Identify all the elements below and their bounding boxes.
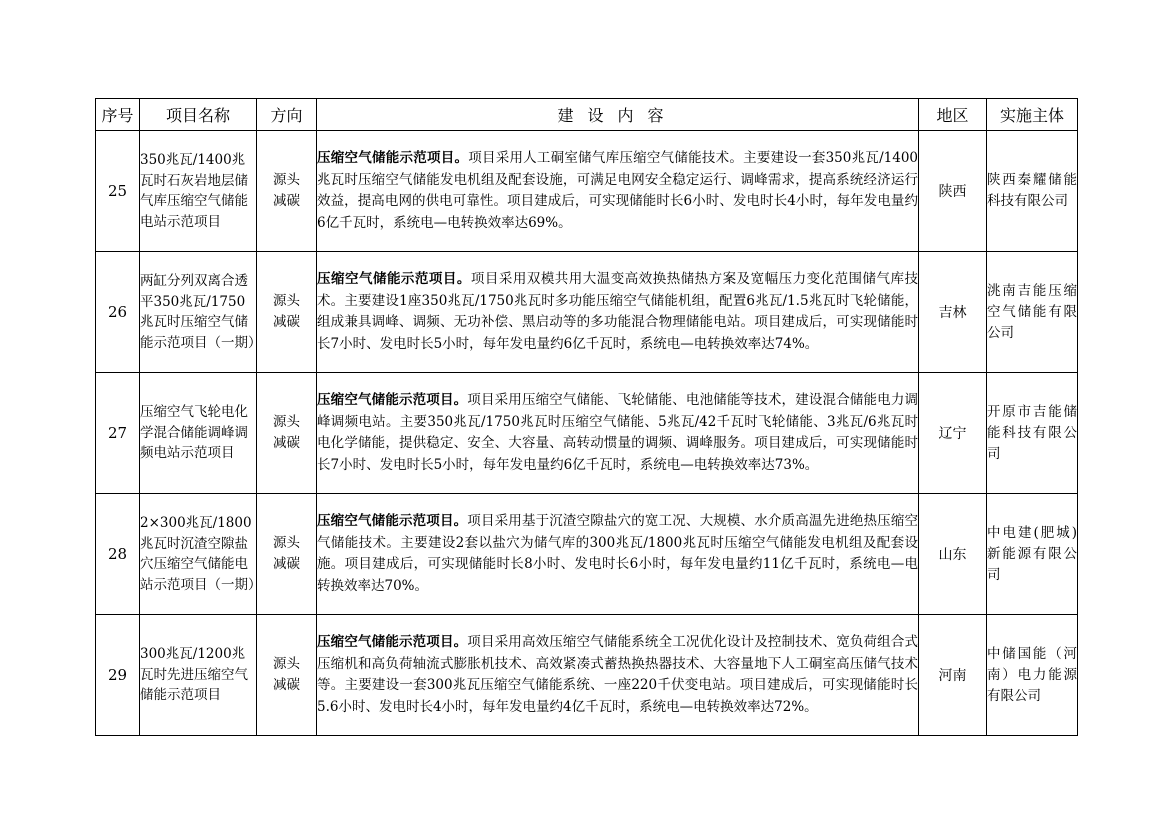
row-content-body: 项目采用人工硐室储气库压缩空气储能技术。主要建设一套350兆瓦/1400兆瓦时压缩空气储能发电机组及配套设施，可满足电网安全稳定运行、调峰需求，提高系统经济运行效益，提高电网的供电可靠性。项目建成后，可实现储能时长6小时、发电时长4小时，每年发电量约6亿千瓦时，系统电—电转换效率达69%。 xyxy=(317,150,918,231)
row-seq: 29 xyxy=(96,615,140,736)
row-content-lead: 压缩空气储能示范项目。 xyxy=(317,150,469,166)
row-region: 山东 xyxy=(919,494,987,615)
table-row xyxy=(96,252,1078,373)
row-direction xyxy=(257,373,317,494)
row-content-body: 项目采用高效压缩空气储能系统全工况优化设计及控制技术、宽负荷组合式压缩机和高负荷轴流式膨胀机技术、高效紧凑式蓄热换热器技术、大容量地下人工硐室高压储气技术等。主要建设一套300兆瓦压缩空气储能系统、一座220千伏变电站。项目建成后，可实现储能时长5.6小时、发电时长4小时，每年发电量约4亿千瓦时，系统电—电转换效率达72%。 xyxy=(317,634,919,715)
row-content-lead: 压缩空气储能示范项目。 xyxy=(317,634,468,650)
row-content xyxy=(317,494,919,615)
row-entity: 洮南吉能压缩空气储能有限公司 xyxy=(987,252,1078,373)
header-seq: 序号 xyxy=(96,99,140,131)
row-project-name: 350兆瓦/1400兆瓦时石灰岩地层储气库压缩空气储能电站示范项目 xyxy=(140,131,257,252)
header-name: 项目名称 xyxy=(140,99,257,131)
row-direction xyxy=(257,252,317,373)
table-row xyxy=(96,615,1078,736)
row-project-name: 2×300兆瓦/1800兆瓦时沉渣空隙盐穴压缩空气储能电站示范项目（一期） xyxy=(140,494,257,615)
row-region: 河南 xyxy=(919,615,987,736)
header-region: 地区 xyxy=(919,99,987,131)
row-content-body: 项目采用双模共用大温变高效换热储热方案及宽幅压力变化范围储气库技术。主要建设1座350兆瓦/1750兆瓦时多功能压缩空气储能机组，配置6兆瓦/1.5兆瓦时飞轮储能，组成兼具调峰、调频、无功补偿、黑启动等的多功能混合物理储能电站。项目建成后，可实现储能时长7小时、发电时长5小时，每年发电量约6亿千瓦时，系统电—电转换效率达74%。 xyxy=(317,271,919,352)
row-seq: 26 xyxy=(96,252,140,373)
row-region: 辽宁 xyxy=(919,373,987,494)
row-direction xyxy=(257,131,317,252)
table-row xyxy=(96,131,1078,252)
table-row xyxy=(96,494,1078,615)
row-entity: 陕西秦耀储能科技有限公司 xyxy=(987,131,1078,252)
header-content: 建设内容 xyxy=(317,99,919,131)
project-table xyxy=(95,98,1078,736)
row-region: 陕西 xyxy=(919,131,987,252)
row-content xyxy=(317,131,919,252)
row-direction-line2: 减碳 xyxy=(273,556,300,572)
row-content-body: 项目采用基于沉渣空隙盐穴的宽工况、大规模、水介质高温先进绝热压缩空气储能技术。主要建设2套以盐穴为储气库的300兆瓦/1800兆瓦时压缩空气储能发电机组及配套设施。项目建成后，可实现储能时长8小时、发电时长6小时，每年发电量约11亿千瓦时，系统电—电转换效率达70%。 xyxy=(317,513,919,594)
row-content-lead: 压缩空气储能示范项目。 xyxy=(317,271,471,287)
header-direction: 方向 xyxy=(257,99,317,131)
row-entity: 中电建(肥城)新能源有限公司 xyxy=(987,494,1078,615)
row-entity: 开原市吉能储能科技有限公司 xyxy=(987,373,1078,494)
row-direction-line1: 源头 xyxy=(273,414,300,430)
row-project-name: 300兆瓦/1200兆瓦时先进压缩空气储能示范项目 xyxy=(140,615,257,736)
header-entity: 实施主体 xyxy=(987,99,1078,131)
row-content xyxy=(317,615,919,736)
row-content xyxy=(317,252,919,373)
row-project-name: 压缩空气飞轮电化学混合储能调峰调频电站示范项目 xyxy=(140,373,257,494)
row-direction-line1: 源头 xyxy=(273,293,300,309)
row-direction-line1: 源头 xyxy=(273,656,300,672)
row-content xyxy=(317,373,919,494)
row-direction-line2: 减碳 xyxy=(273,314,300,330)
row-project-name: 两缸分列双离合透平350兆瓦/1750兆瓦时压缩空气储能示范项目（一期） xyxy=(140,252,257,373)
row-direction xyxy=(257,615,317,736)
row-direction-line2: 减碳 xyxy=(273,677,300,693)
row-content-lead: 压缩空气储能示范项目。 xyxy=(317,392,468,408)
row-seq: 27 xyxy=(96,373,140,494)
row-direction-line1: 源头 xyxy=(273,172,300,188)
row-direction xyxy=(257,494,317,615)
table-header-row xyxy=(96,99,1078,131)
row-direction-line2: 减碳 xyxy=(273,435,300,451)
row-content-body: 项目采用压缩空气储能、飞轮储能、电池储能等技术，建设混合储能电力调峰调频电站。主要350兆瓦/1750兆瓦时压缩空气储能、5兆瓦/42千瓦时飞轮储能、3兆瓦/6兆瓦时电化学储能，提供稳定、安全、大容量、高转动惯量的调频、调峰服务。项目建成后，可实现储能时长7小时、发电时长5小时，每年发电量约6亿千瓦时，系统电—电转换效率达73%。 xyxy=(317,392,919,473)
row-seq: 25 xyxy=(96,131,140,252)
row-entity: 中储国能（河南）电力能源有限公司 xyxy=(987,615,1078,736)
row-content-lead: 压缩空气储能示范项目。 xyxy=(317,513,468,529)
row-direction-line2: 减碳 xyxy=(273,193,300,209)
row-seq: 28 xyxy=(96,494,140,615)
row-direction-line1: 源头 xyxy=(273,535,300,551)
table-row xyxy=(96,373,1078,494)
row-region: 吉林 xyxy=(919,252,987,373)
